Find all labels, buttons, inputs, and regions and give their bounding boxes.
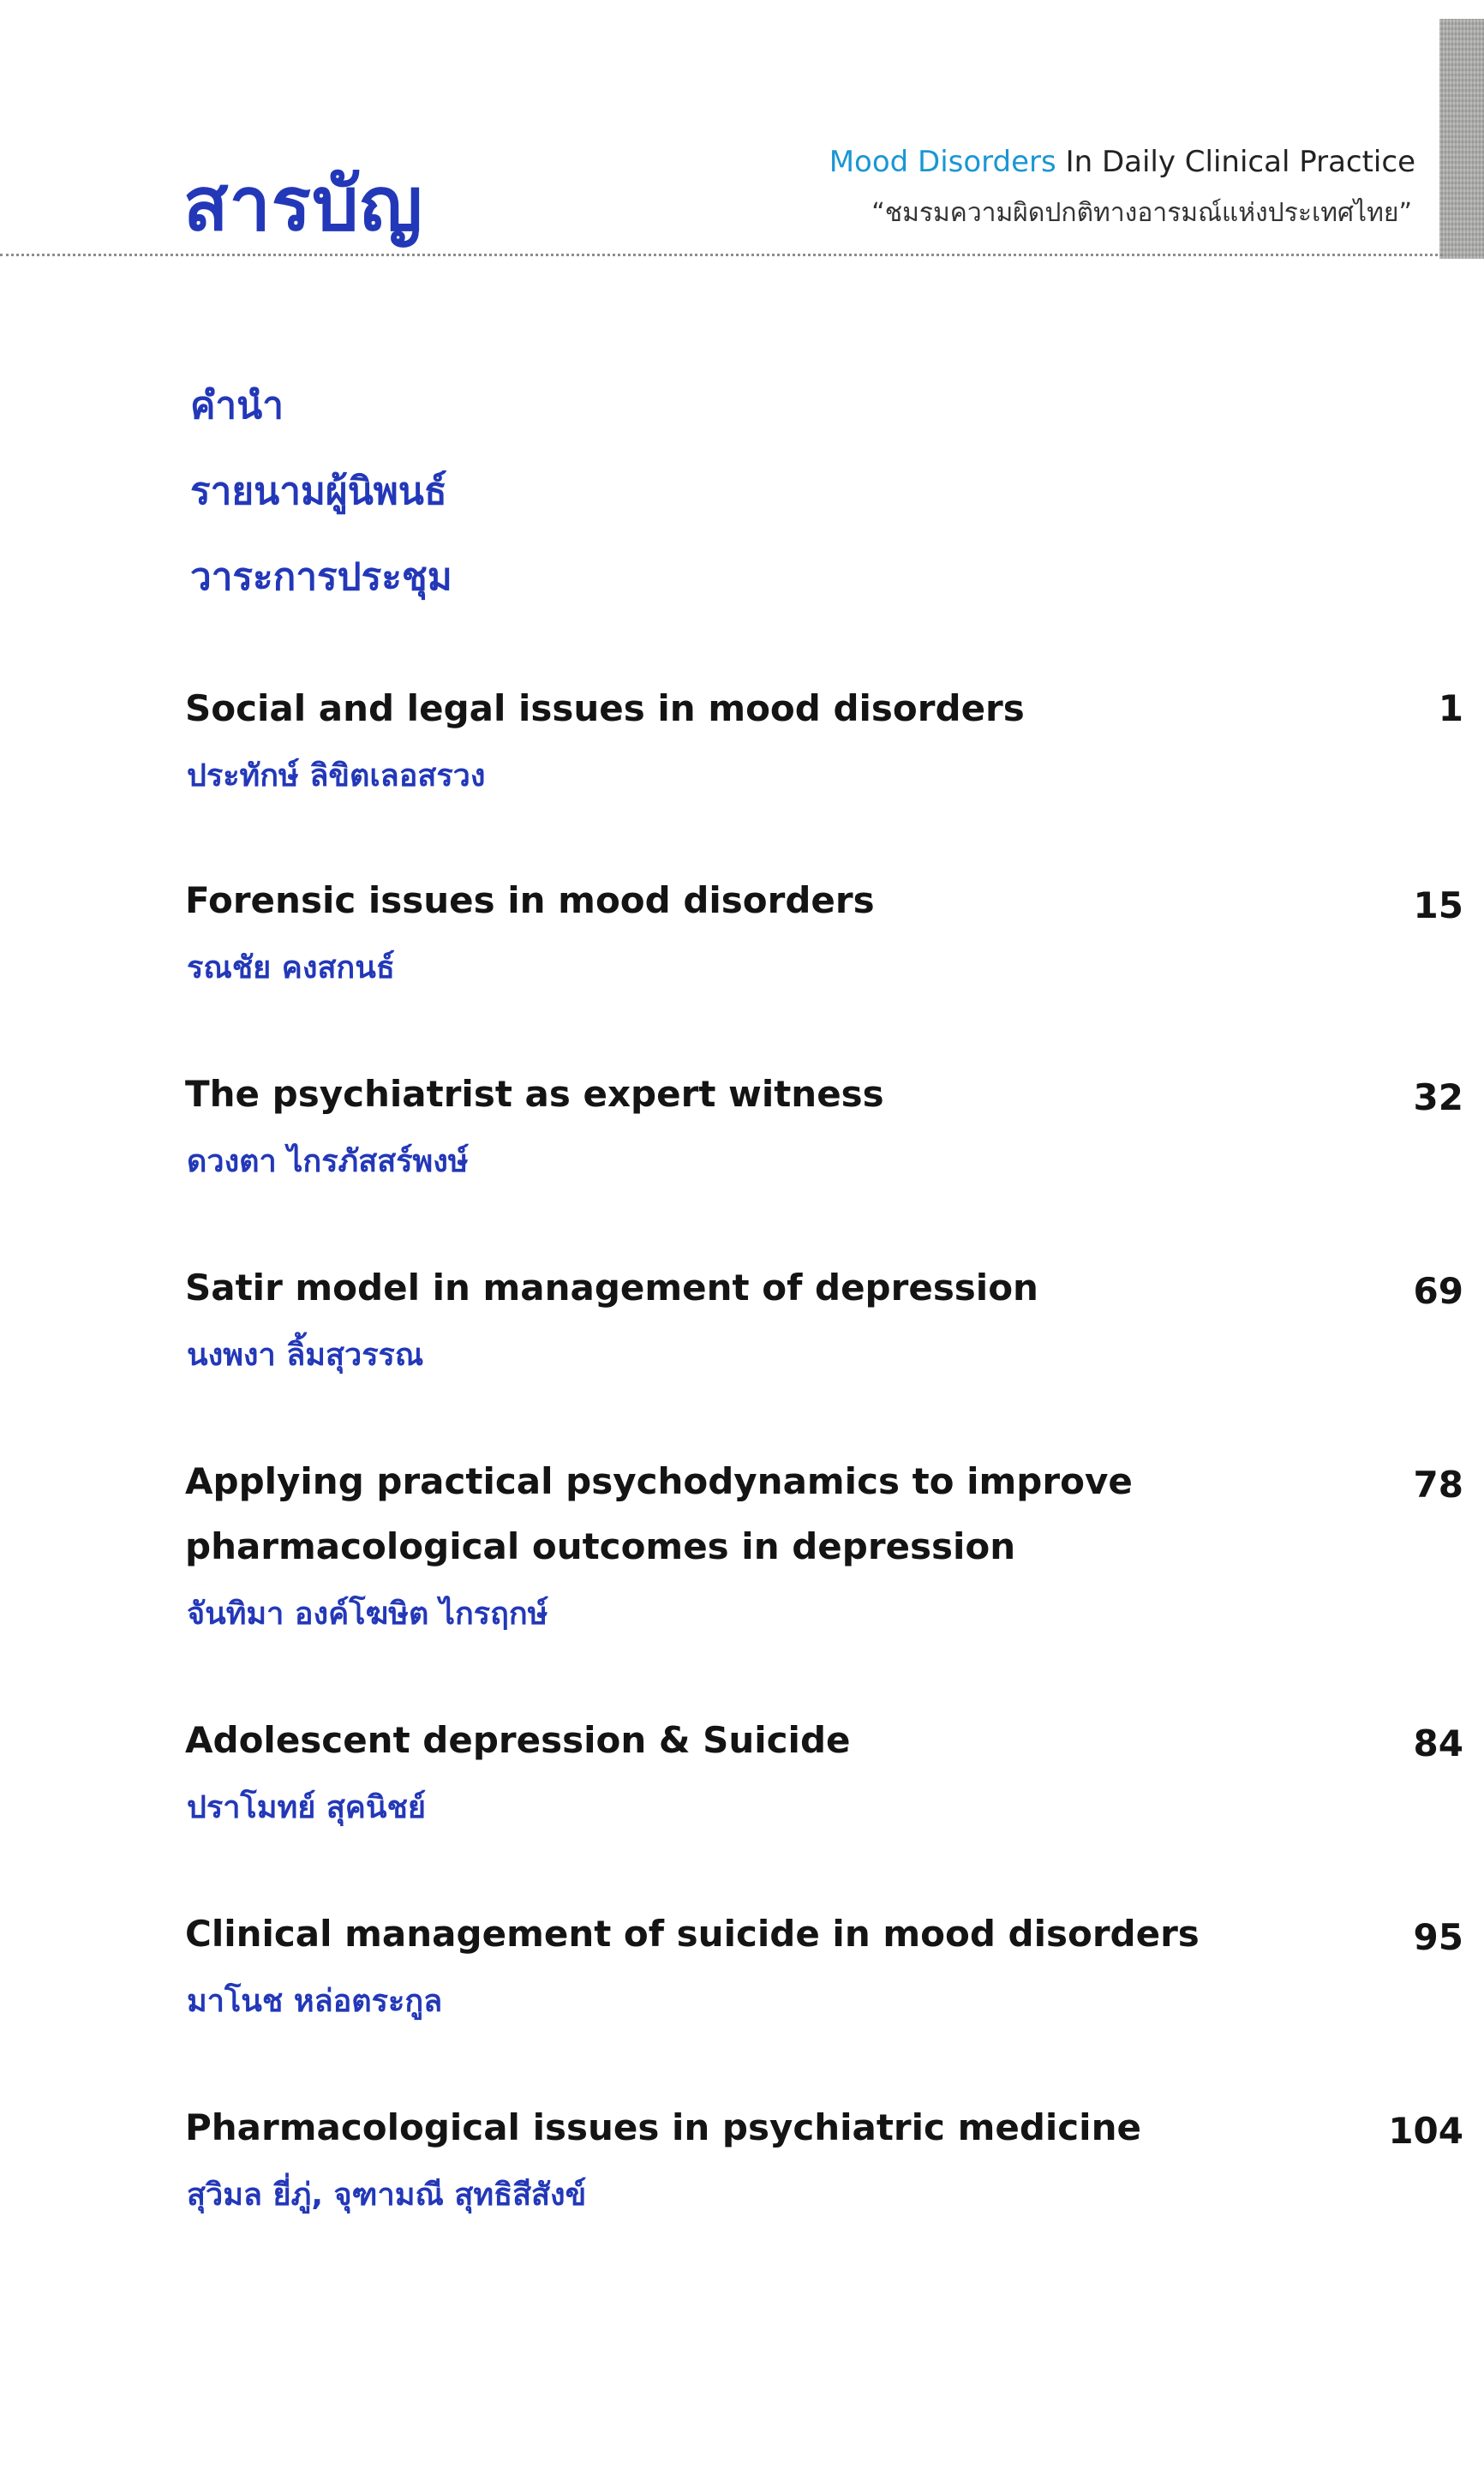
- series-title-highlight: Mood Disorders: [829, 145, 1056, 179]
- entry-page-number: 104: [1388, 2110, 1463, 2152]
- society-name: “ชมรมความผิดปกติทางอารมณ์แห่งประเทศไทย”: [871, 198, 1412, 228]
- entry-title: Forensic issues in mood disorders: [185, 879, 875, 921]
- series-title: [829, 142, 1415, 182]
- page-title: สารบัญ: [183, 162, 423, 248]
- front-matter-agenda: วาระการประชุม: [190, 555, 452, 599]
- entry-author: นงพงา ลิ้มสุวรรณ: [187, 1338, 424, 1373]
- entry-page-number: 95: [1413, 1916, 1463, 1958]
- entry-title: Adolescent depression & Suicide: [185, 1719, 851, 1761]
- entry-author: ดวงตา ไกรภัสสร์พงษ์: [187, 1144, 469, 1179]
- entry-page-number: 84: [1413, 1722, 1463, 1764]
- entry-page-number: 1: [1438, 687, 1463, 729]
- entry-author: ประทักษ์ ลิขิตเลอสรวง: [187, 758, 486, 794]
- entry-title: Applying practical psychodynamics to improve: [185, 1460, 1133, 1502]
- front-matter-foreword: คำนำ: [190, 384, 284, 428]
- entry-title-continued: pharmacological outcomes in depression: [185, 1525, 1016, 1567]
- entry-title: Satir model in management of depression: [185, 1267, 1038, 1309]
- entry-title: Pharmacological issues in psychiatric medicine: [185, 2106, 1141, 2148]
- series-title-rest: In Daily Clinical Practice: [1065, 145, 1415, 179]
- entry-page-number: 15: [1413, 884, 1463, 926]
- entry-author: รณชัย คงสกนธ์: [187, 950, 395, 985]
- entry-page-number: 69: [1413, 1270, 1463, 1312]
- page-edge-strip: [1439, 19, 1484, 259]
- entry-author: ปราโมทย์ สุคนิชย์: [187, 1790, 427, 1825]
- entry-author: สุวิมล ยี่ภู่, จุฑามณี สุทธิสีสังข์: [187, 2178, 587, 2213]
- entry-page-number: 32: [1413, 1076, 1463, 1118]
- entry-page-number: 78: [1413, 1464, 1463, 1506]
- entry-title: The psychiatrist as expert witness: [185, 1073, 884, 1115]
- entry-title: Clinical management of suicide in mood disorders: [185, 1913, 1200, 1955]
- header-divider: [0, 254, 1443, 256]
- entry-author: มาโนช หล่อตระกูล: [187, 1984, 443, 2019]
- entry-title: Social and legal issues in mood disorders: [185, 687, 1025, 729]
- front-matter-contributors: รายนามผู้นิพนธ์: [190, 470, 447, 513]
- entry-author: จันทิมา องค์โฆษิต ไกรฤกษ์: [187, 1596, 548, 1632]
